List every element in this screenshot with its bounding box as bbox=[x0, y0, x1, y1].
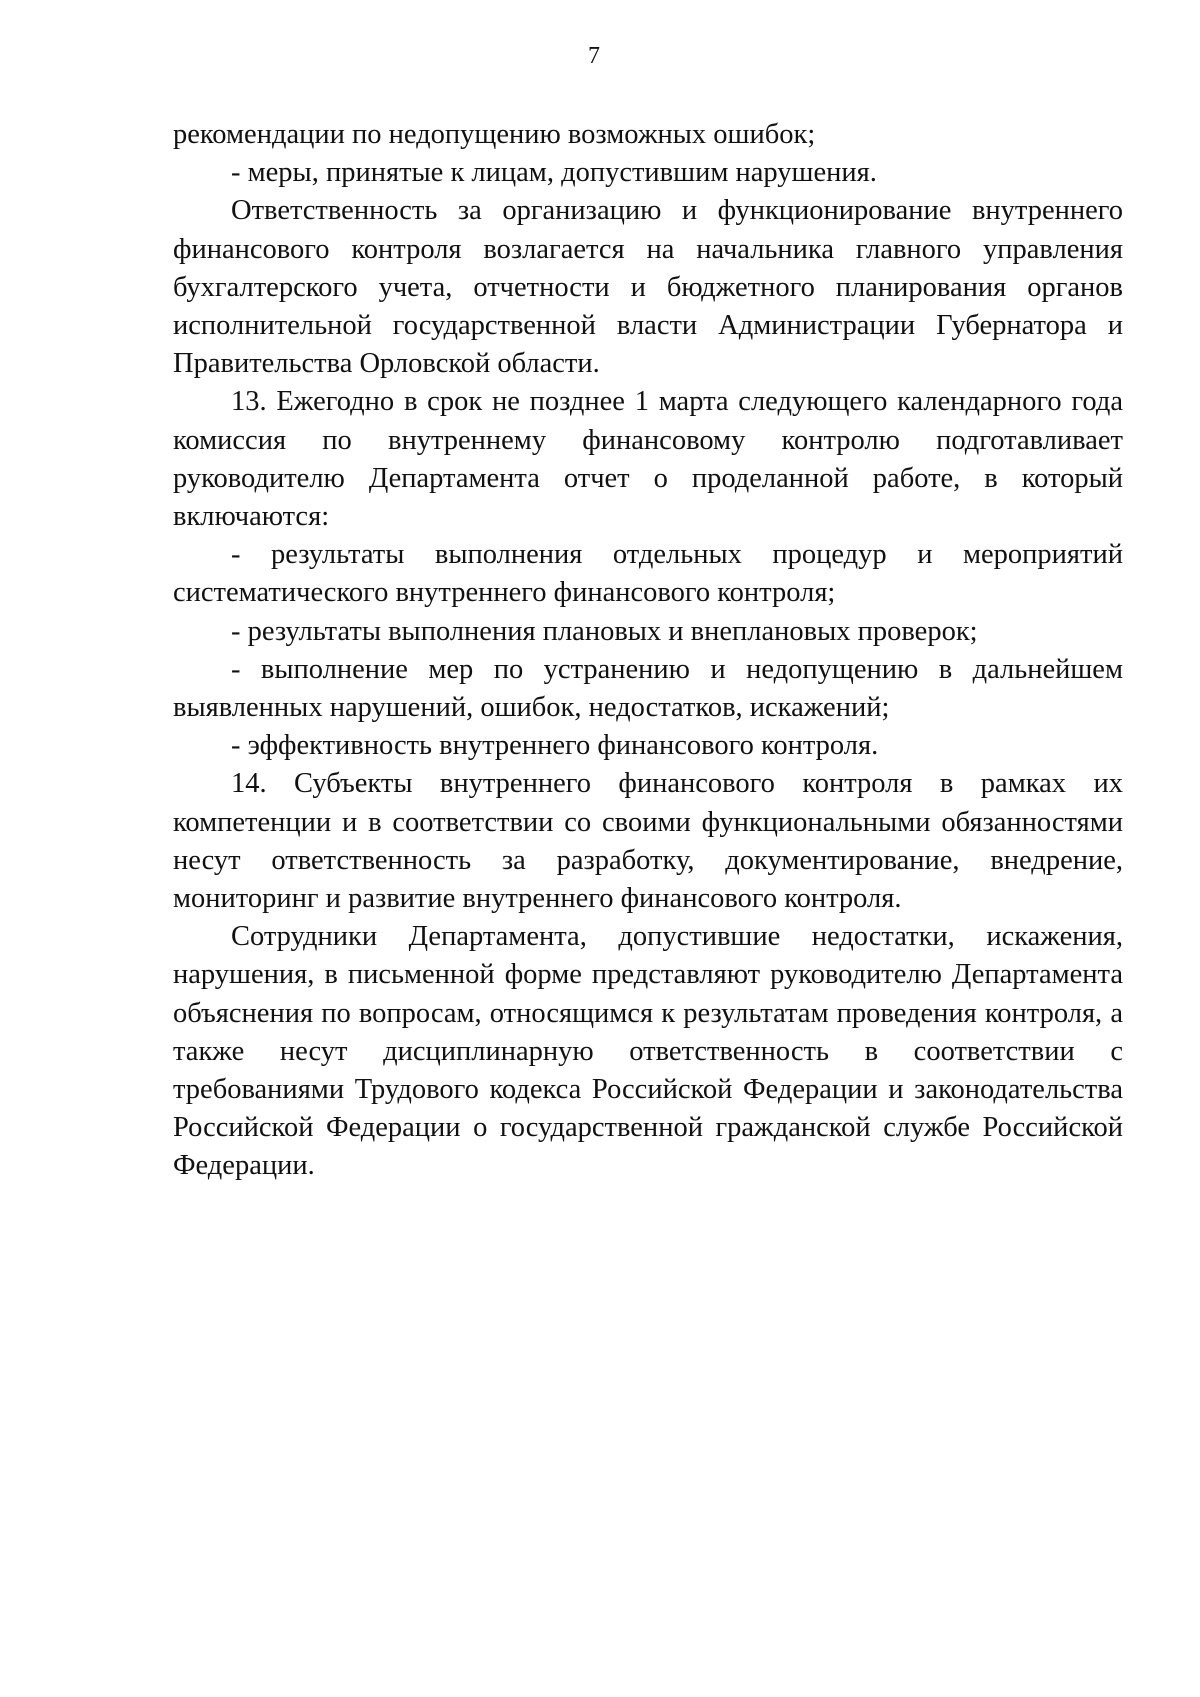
paragraph-responsibility: Ответственность за организацию и функционирование внутреннего финансового контроля возлагается на начальника главного управления бухгалтерского учета, отчетности и бюджетного планирования органов исполнительной государственной власти Администрации Губернатора и Правительства Орловской области. bbox=[173, 195, 1123, 380]
list-item-procedure-results: - результаты выполнения отдельных процедур и мероприятий систематического внутреннего финансового контроля; bbox=[173, 539, 1123, 609]
page-number: 7 bbox=[588, 43, 600, 69]
list-item-measures-taken: - меры, принятые к лицам, допустившим нарушения. bbox=[231, 157, 877, 189]
list-item-inspection-results: - результаты выполнения плановых и внеплановых проверок; bbox=[231, 615, 978, 647]
paragraph-continuation: рекомендации по недопущению возможных ошибок; bbox=[173, 119, 816, 150]
paragraph-employees-liability: Сотрудники Департамента, допустившие недостатки, искажения, нарушения, в письменной форме представляют руководителю Департамента объяснения по вопросам, относящимся к результатам проведения контроля, а также несут дисциплинарную ответственность в соответствии с требованиями Трудового кодекса Российской Федерации и законодательства Российской Федерации о государственной гражданской службе Российской Федерации. bbox=[173, 921, 1123, 1182]
list-item-corrective-measures: - выполнение мер по устранению и недопущению в дальнейшем выявленных нарушений, ошибок, недостатков, искажений; bbox=[173, 653, 1123, 724]
list-item-control-effectiveness: - эффективность внутреннего финансового контроля. bbox=[231, 730, 879, 762]
document-body bbox=[173, 116, 1123, 1186]
paragraph-clause-14: 14. Субъекты внутреннего финансового контроля в рамках их компетенции и в соответствии со своими функциональными обязанностями несут ответственность за разработку, документирование, внедрение, мониторинг и развитие внутреннего финансового контроля. bbox=[173, 768, 1123, 915]
paragraph-clause-13: 13. Ежегодно в срок не позднее 1 марта следующего календарного года комиссия по внутреннему финансовому контролю подготавливает руководителю Департамента отчет о проделанной работе, в который включаются: bbox=[173, 386, 1123, 533]
